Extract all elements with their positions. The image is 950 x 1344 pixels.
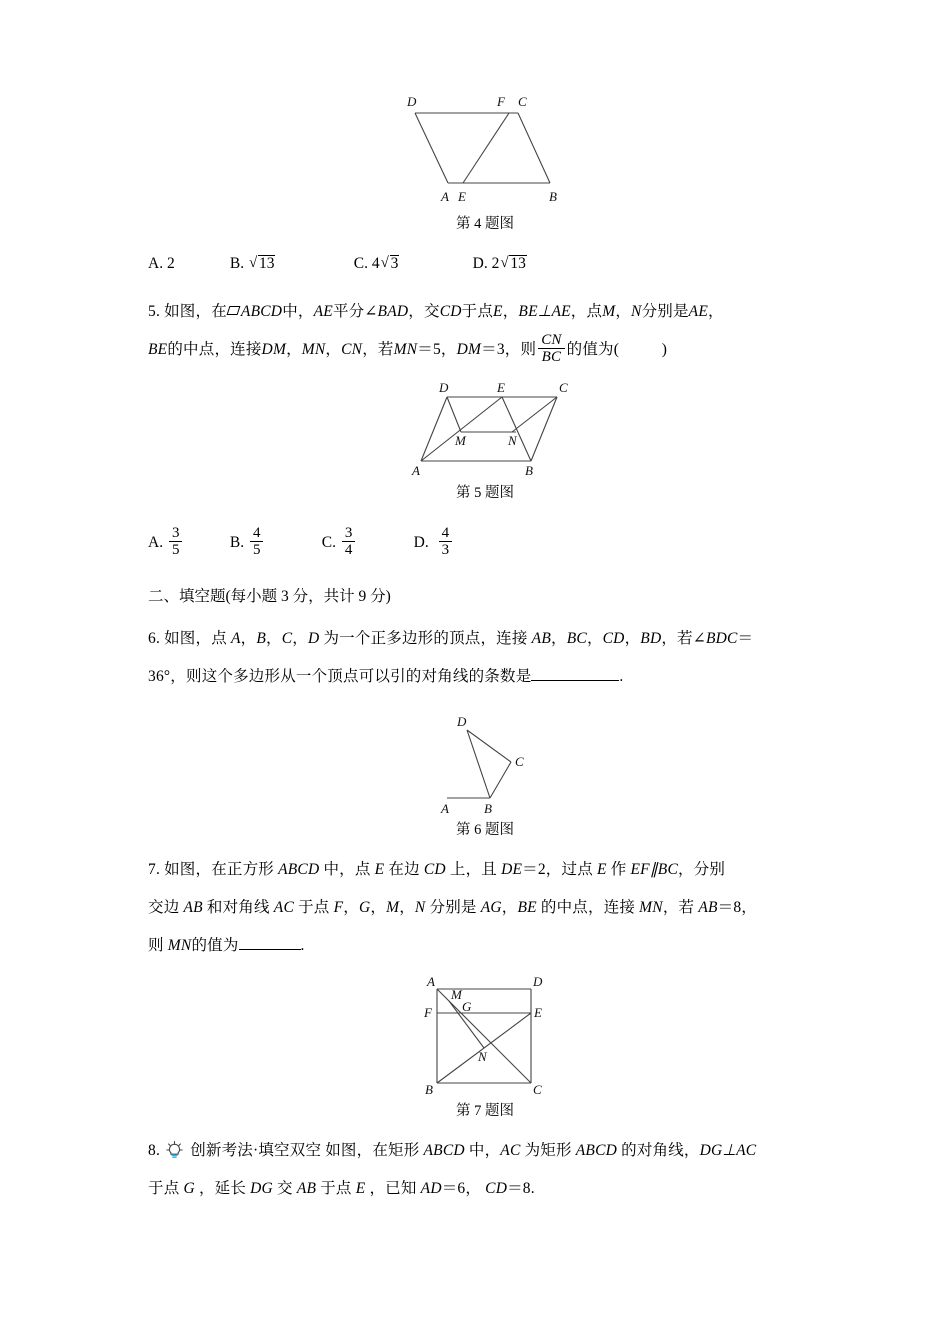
q5-choices — [148, 520, 822, 566]
q6-answer-blank[interactable] — [531, 680, 619, 681]
q4-choice-A[interactable] — [148, 249, 226, 279]
lightbulb-icon — [166, 1136, 183, 1154]
figure-4-svg — [385, 88, 585, 210]
figure-5-label-M: M — [455, 433, 466, 448]
figure-5-label-A: A — [412, 463, 420, 478]
figure-7-label-M: M — [451, 987, 462, 1002]
figure-7-label-N: N — [478, 1049, 487, 1064]
figure-7-label-A: A — [427, 974, 435, 989]
q5-text-line-2: BE的中点，连接DM，MN，CN，若MN＝5，DM＝3，则 $\frac{CN}{BC}$ 的值为( ) — [148, 331, 668, 366]
page-content — [148, 0, 822, 1208]
figure-7-label-E: E — [534, 1005, 542, 1020]
figure-5-label-E: E — [497, 380, 505, 395]
q4-choice-B-value: 13 — [258, 255, 275, 272]
figure-6-label-B: B — [484, 801, 492, 816]
q4-choices — [148, 249, 822, 279]
q4-choice-B[interactable] — [230, 249, 350, 279]
figure-7-caption: 第 7 题图 — [456, 1103, 514, 1119]
section-2-heading: 二、填空题(每小题 3 分，共计 9 分) — [148, 588, 391, 605]
q4-choice-B-label: B. — [229, 255, 245, 272]
figure-6-label-D: D — [457, 714, 467, 729]
figure-7-label-G: G — [462, 999, 472, 1014]
q4-choice-C[interactable] — [354, 249, 469, 279]
q6-text-line-1: 6. 如图，点 A，B，C，D 为一个正多边形的顶点，连接 AB，BC，CD，BD，若∠BDC＝ — [148, 630, 754, 647]
q6-number: 6. — [148, 630, 161, 647]
figure-4-label-C: C — [518, 94, 527, 109]
figure-4-label-B: B — [549, 189, 557, 204]
figure-7-svg — [385, 973, 585, 1097]
figure-7-label-F: F — [424, 1005, 432, 1020]
q8-number: 8. — [148, 1142, 161, 1159]
q7-text-line-3: 则 MN的值为 . — [148, 937, 305, 954]
q5-choice-B[interactable]: B. $\frac{4}{5}$ — [230, 520, 318, 566]
figure-7-label-D: D — [533, 974, 543, 989]
figure-5 — [148, 379, 822, 479]
figure-5-svg — [385, 379, 585, 479]
radical-icon — [249, 249, 276, 279]
q4-choice-C-value: 3 — [390, 255, 399, 272]
q4-choice-C-label: C. — [353, 255, 368, 272]
figure-4-label-A: A — [441, 189, 449, 204]
q7-text-line-1: 7. 如图，在正方形 ABCD 中，点 E 在边 CD 上，且 DE＝2，过点 E 作 EF∥BC，分别 — [148, 861, 726, 878]
figure-4-caption: 第 4 题图 — [456, 216, 514, 232]
q5-choice-B-label: B. — [229, 534, 245, 551]
figure-7 — [148, 973, 822, 1097]
q5-text-line-1: 5. 如图，在 ABCD中，AE平分∠BAD，交CD于点E，BE⊥AE，点M，N分别是AE， — [148, 303, 724, 320]
figure-6 — [148, 710, 822, 816]
figure-6-label-C: C — [515, 754, 524, 769]
q8-tag: 创新考法·填空双空 — [190, 1142, 322, 1159]
q5-choice-A-label: A. — [148, 534, 164, 551]
q4-choice-D-value: 13 — [510, 255, 526, 272]
figure-5-label-D: D — [439, 380, 449, 395]
q4-choice-D[interactable] — [473, 249, 527, 279]
figure-4 — [148, 88, 822, 210]
figure-6-label-A: A — [441, 801, 449, 816]
q8-text-line-2: 于点 G ，延长 DG 交 AB 于点 E ，已知 AD＝6， CD＝8. — [148, 1180, 535, 1197]
radical-icon — [500, 249, 527, 279]
lightbulb-icon-svg — [166, 1141, 183, 1159]
q7-answer-blank[interactable] — [239, 949, 301, 950]
figure-7-label-B: B — [425, 1082, 433, 1097]
q5-choice-A[interactable]: A. $\frac{3}{5}$ — [148, 520, 226, 566]
q5-choice-D-label: D. — [413, 534, 429, 551]
figure-5-caption: 第 5 题图 — [456, 485, 514, 501]
q7-number: 7. — [148, 861, 161, 878]
figure-4-label-D: D — [407, 94, 417, 109]
figure-5-label-B: B — [525, 463, 533, 478]
q4-choice-D-coef: 2 — [491, 255, 500, 272]
parallelogram-icon — [226, 306, 240, 315]
figure-6-caption: 第 6 题图 — [456, 822, 514, 838]
q5-choice-D[interactable]: D. $\frac{4}{3}$ — [414, 520, 454, 566]
q5-choice-C[interactable]: C. $\frac{3}{4}$ — [322, 520, 410, 566]
q8-text-line-1: 8. 创新考法·填空双空 如图，在矩形 ABCD 中，AC 为矩形 ABCD 的对角线，DG⊥AC — [148, 1132, 822, 1170]
radical-icon — [381, 249, 400, 279]
q4-choice-A-value: 2 — [166, 255, 175, 272]
q5-choice-C-label: C. — [321, 534, 336, 551]
q6-text-line-2: 36°，则这个多边形从一个顶点可以引的对角线的条数是 . — [148, 668, 624, 685]
q5-fraction-CN-BC: $\frac{CN}{BC}$ — [538, 332, 564, 366]
q7-text-line-2: 交边 AB 和对角线 AC 于点 F，G，M，N 分别是 AG，BE 的中点，连接 MN，若 AB＝8， — [148, 899, 758, 916]
figure-4-label-F: F — [497, 94, 505, 109]
q5-number: 5. — [148, 303, 161, 320]
figure-6-svg — [385, 710, 585, 816]
q4-choice-C-coef: 4 — [371, 255, 380, 272]
q4-choice-D-label: D. — [472, 255, 488, 272]
figure-4-label-E: E — [458, 189, 466, 204]
figure-7-label-C: C — [533, 1082, 542, 1097]
q4-choice-A-label: A. — [148, 255, 164, 272]
figure-5-label-C: C — [559, 380, 568, 395]
figure-5-label-N: N — [508, 433, 517, 448]
